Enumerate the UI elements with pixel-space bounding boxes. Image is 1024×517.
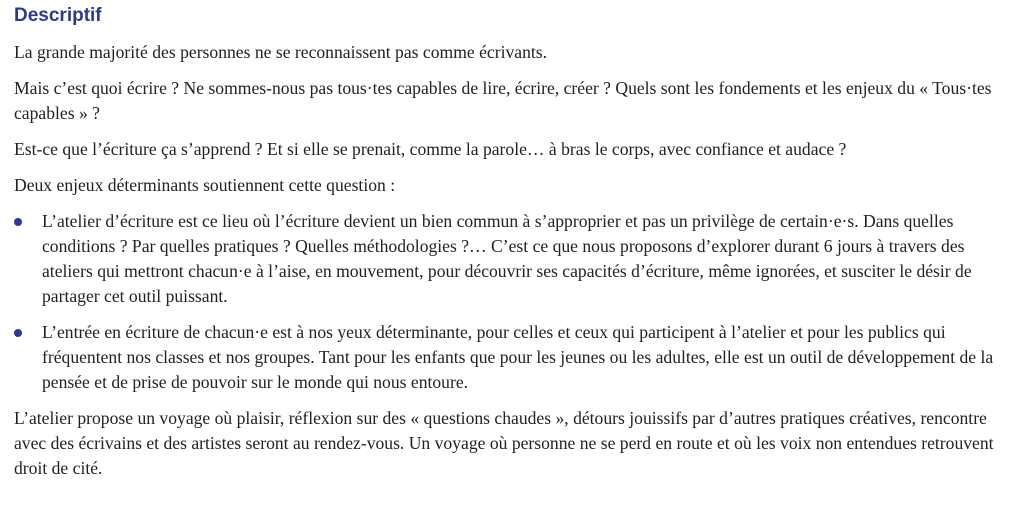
list-item-text: L’atelier d’écriture est ce lieu où l’écriture devient un bien commun à s’approprier et pas un privilège de certain·e·s. Dans quelles conditions ? Par quelles pratiques ? Quelles méthodologies ?… C’est ce que nous proposons d’explorer durant 6 jours à travers des ateliers qui mettront chacun·e à l’aise, en mouvement, pour découvrir ses capacités d’écriture, même ignorées, et susciter le désir de partager cet outil puissant.	[42, 211, 972, 306]
paragraph-closing: L’atelier propose un voyage où plaisir, réflexion sur des « questions chaudes », détours jouissifs par d’autres pratiques créatives, rencontre avec des écrivains et des artistes seront au rendez-vous. Un voyage où personne ne se perd en route et où les voix non entendues retrouvent droit de cité.	[14, 408, 994, 478]
paragraph-question: Mais c’est quoi écrire ? Ne sommes-nous pas tous·tes capables de lire, écrire, créer ? Quels sont les fondements et les enjeux du « Tous·tes capables » ?	[14, 78, 992, 123]
paragraph-learning: Est-ce que l’écriture ça s’apprend ? Et si elle se prenait, comme la parole… à bras le corps, avec confiance et audace ?	[14, 139, 847, 159]
section-title: Descriptif	[14, 5, 102, 26]
paragraph-intro: La grande majorité des personnes ne se reconnaissent pas comme écrivants.	[14, 42, 547, 62]
stakes-list	[14, 209, 999, 395]
list-item	[14, 209, 999, 309]
descriptif-section	[14, 0, 999, 492]
list-item-text: L’entrée en écriture de chacun·e est à nos yeux déterminante, pour celles et ceux qui participent à l’atelier et pour les publics qui fréquentent nos classes et nos groupes. Tant pour les enfants que pour les jeunes ou les adultes, elle est un outil de développement de la pensée et de prise de pouvoir sur le monde qui nous entoure.	[42, 322, 994, 392]
bullet-icon	[14, 218, 22, 226]
list-item	[14, 320, 999, 395]
bullet-icon	[14, 329, 22, 337]
paragraph-stakes: Deux enjeux déterminants soutiennent cette question :	[14, 175, 396, 195]
